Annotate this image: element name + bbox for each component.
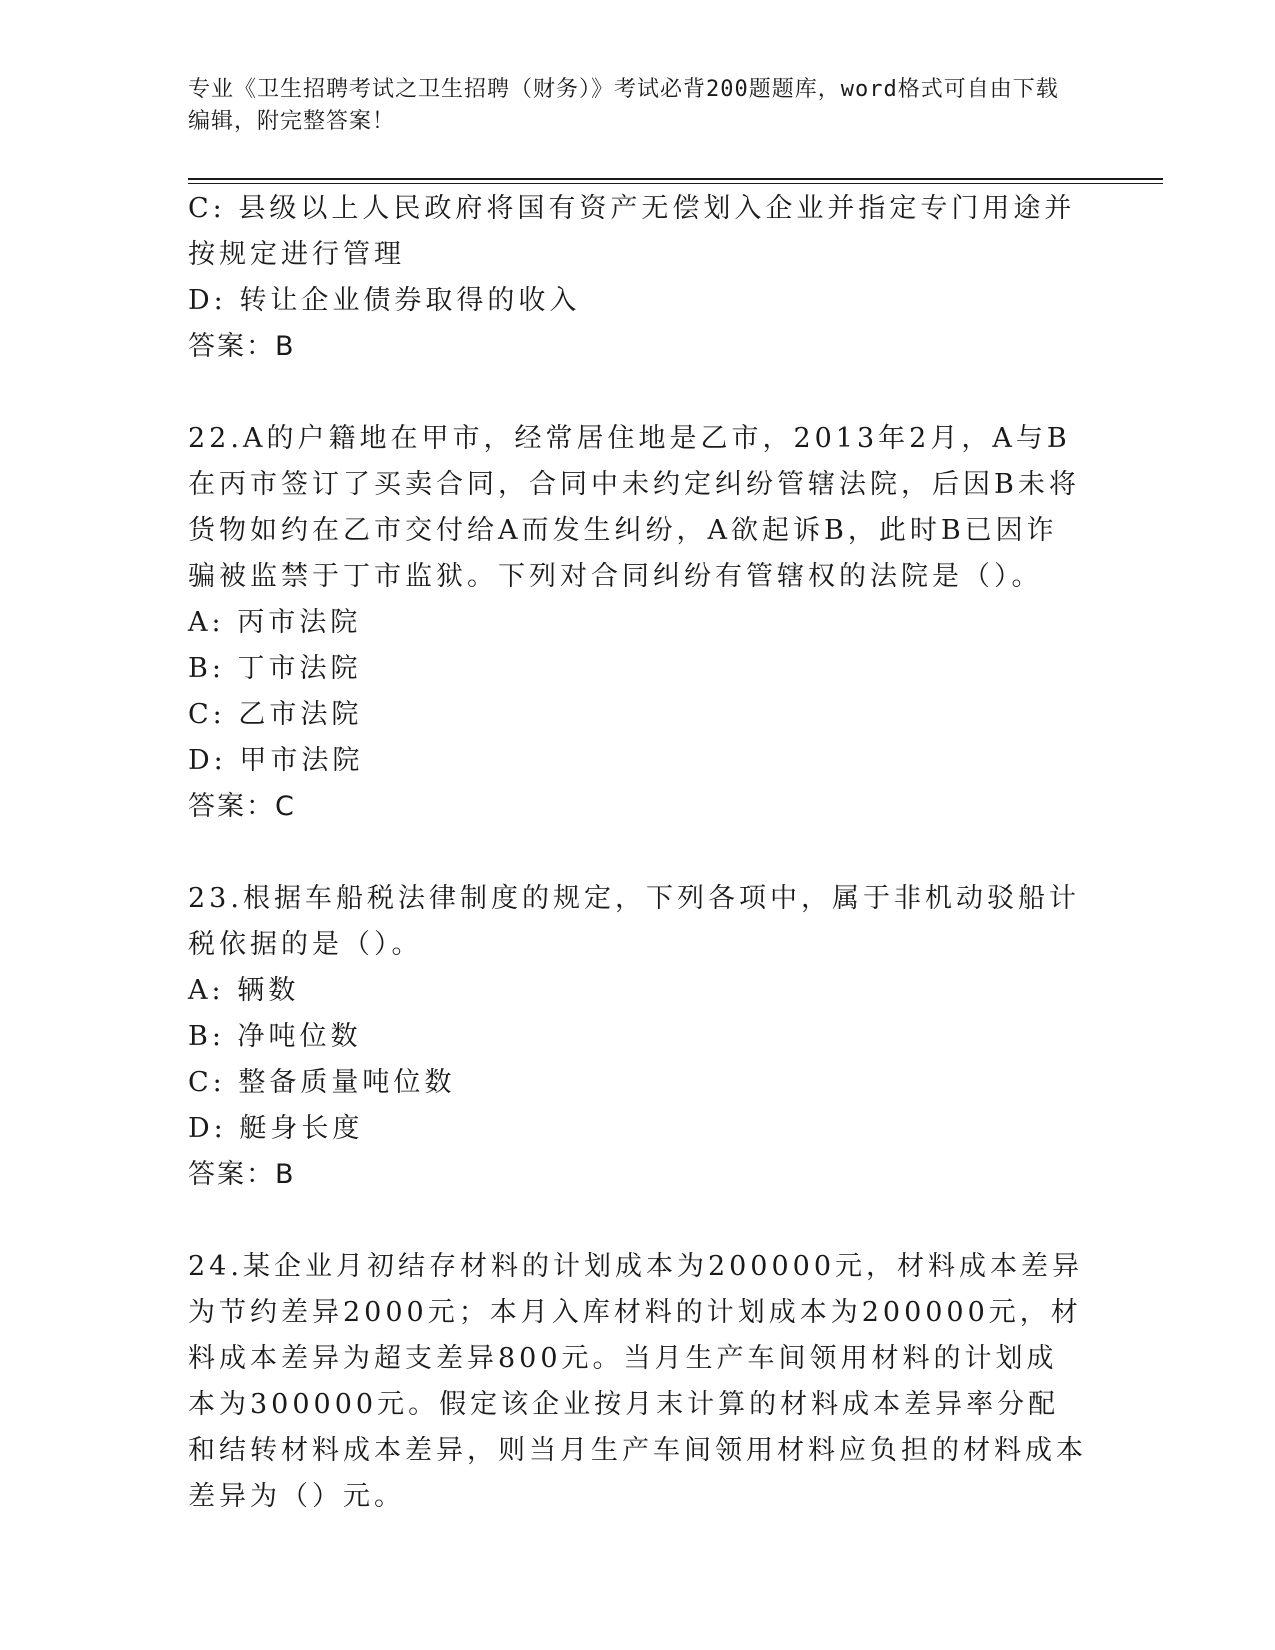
question-list: [188, 186, 1088, 1520]
option-c: [188, 692, 1088, 738]
answer-line: 答案：B: [188, 1159, 296, 1190]
option-a: [188, 968, 1088, 1014]
option-label: D:: [188, 285, 227, 316]
question-22: [188, 416, 1088, 830]
option-text: 丙市法院: [237, 607, 362, 638]
header-text: 专业《卫生招聘考试之卫生招聘（财务）》考试必背200题题库，word格式可自由下载编辑，附完整答案！: [188, 77, 1059, 134]
option-b: [188, 1014, 1088, 1060]
option-label: C:: [188, 1067, 226, 1098]
option-label: A:: [188, 975, 225, 1006]
question-23: [188, 876, 1088, 1198]
option-a: [188, 600, 1088, 646]
option-text: 艇身长度: [239, 1113, 364, 1144]
option-text: 丁市法院: [237, 653, 362, 684]
question-text: 某企业月初结存材料的计划成本为200000元，材料成本差异为节约差异2000元；本月入库材料的计划成本为200000元，材料成本差异为超支差异800元。当月生产车间领用材料的计划成本为300000元。假定该企业按月末计算的材料成本差异率分配和结转材料成本差异，则当月生产车间领用材料应负担的材料成本差异为（）元。: [188, 1251, 1087, 1512]
option-text: 转让企业债券取得的收入: [239, 285, 581, 316]
option-label: B:: [188, 1021, 225, 1052]
question-stem: [188, 416, 1088, 600]
option-text: 甲市法院: [239, 745, 364, 776]
question-number: 23.: [188, 883, 243, 914]
option-label: C:: [188, 193, 226, 224]
option-text: 辆数: [237, 975, 300, 1006]
option-text: 净吨位数: [237, 1021, 362, 1052]
question-text: 根据车船税法律制度的规定，下列各项中，属于非机动驳船计税依据的是（）。: [188, 883, 1080, 960]
question-number: 22.: [188, 423, 243, 454]
question-number: 24.: [188, 1251, 243, 1282]
option-text: 县级以上人民政府将国有资产无偿划入企业并指定专门用途并按规定进行管理: [188, 193, 1076, 270]
option-label: D:: [188, 1113, 227, 1144]
header-divider-thick: [188, 178, 1163, 180]
answer-line: 答案：B: [188, 331, 296, 362]
question-stem: [188, 876, 1088, 968]
question-stem: [188, 1244, 1088, 1520]
question-text: A的户籍地在甲市，经常居住地是乙市，2013年2月，A与B在丙市签订了买卖合同，合同中未约定纠纷管辖法院，后因B未将货物如约在乙市交付给A而发生纠纷，A欲起诉B，此时B已因诈骗被监禁于丁市监狱。下列对合同纠纷有管辖权的法院是（）。: [188, 423, 1080, 592]
option-d: [188, 278, 1088, 324]
document-header: [188, 74, 1068, 138]
option-label: A:: [188, 607, 225, 638]
option-label: D:: [188, 745, 227, 776]
answer-line: 答案：C: [188, 791, 296, 822]
header-divider-thin: [188, 183, 1163, 184]
option-text: 整备质量吨位数: [238, 1067, 456, 1098]
option-text: 乙市法院: [238, 699, 363, 730]
option-c: [188, 186, 1088, 278]
option-d: [188, 738, 1088, 784]
option-label: B:: [188, 653, 225, 684]
question-21-tail: [188, 186, 1088, 370]
option-label: C:: [188, 699, 226, 730]
option-b: [188, 646, 1088, 692]
option-d: [188, 1106, 1088, 1152]
question-24: [188, 1244, 1088, 1520]
option-c: [188, 1060, 1088, 1106]
